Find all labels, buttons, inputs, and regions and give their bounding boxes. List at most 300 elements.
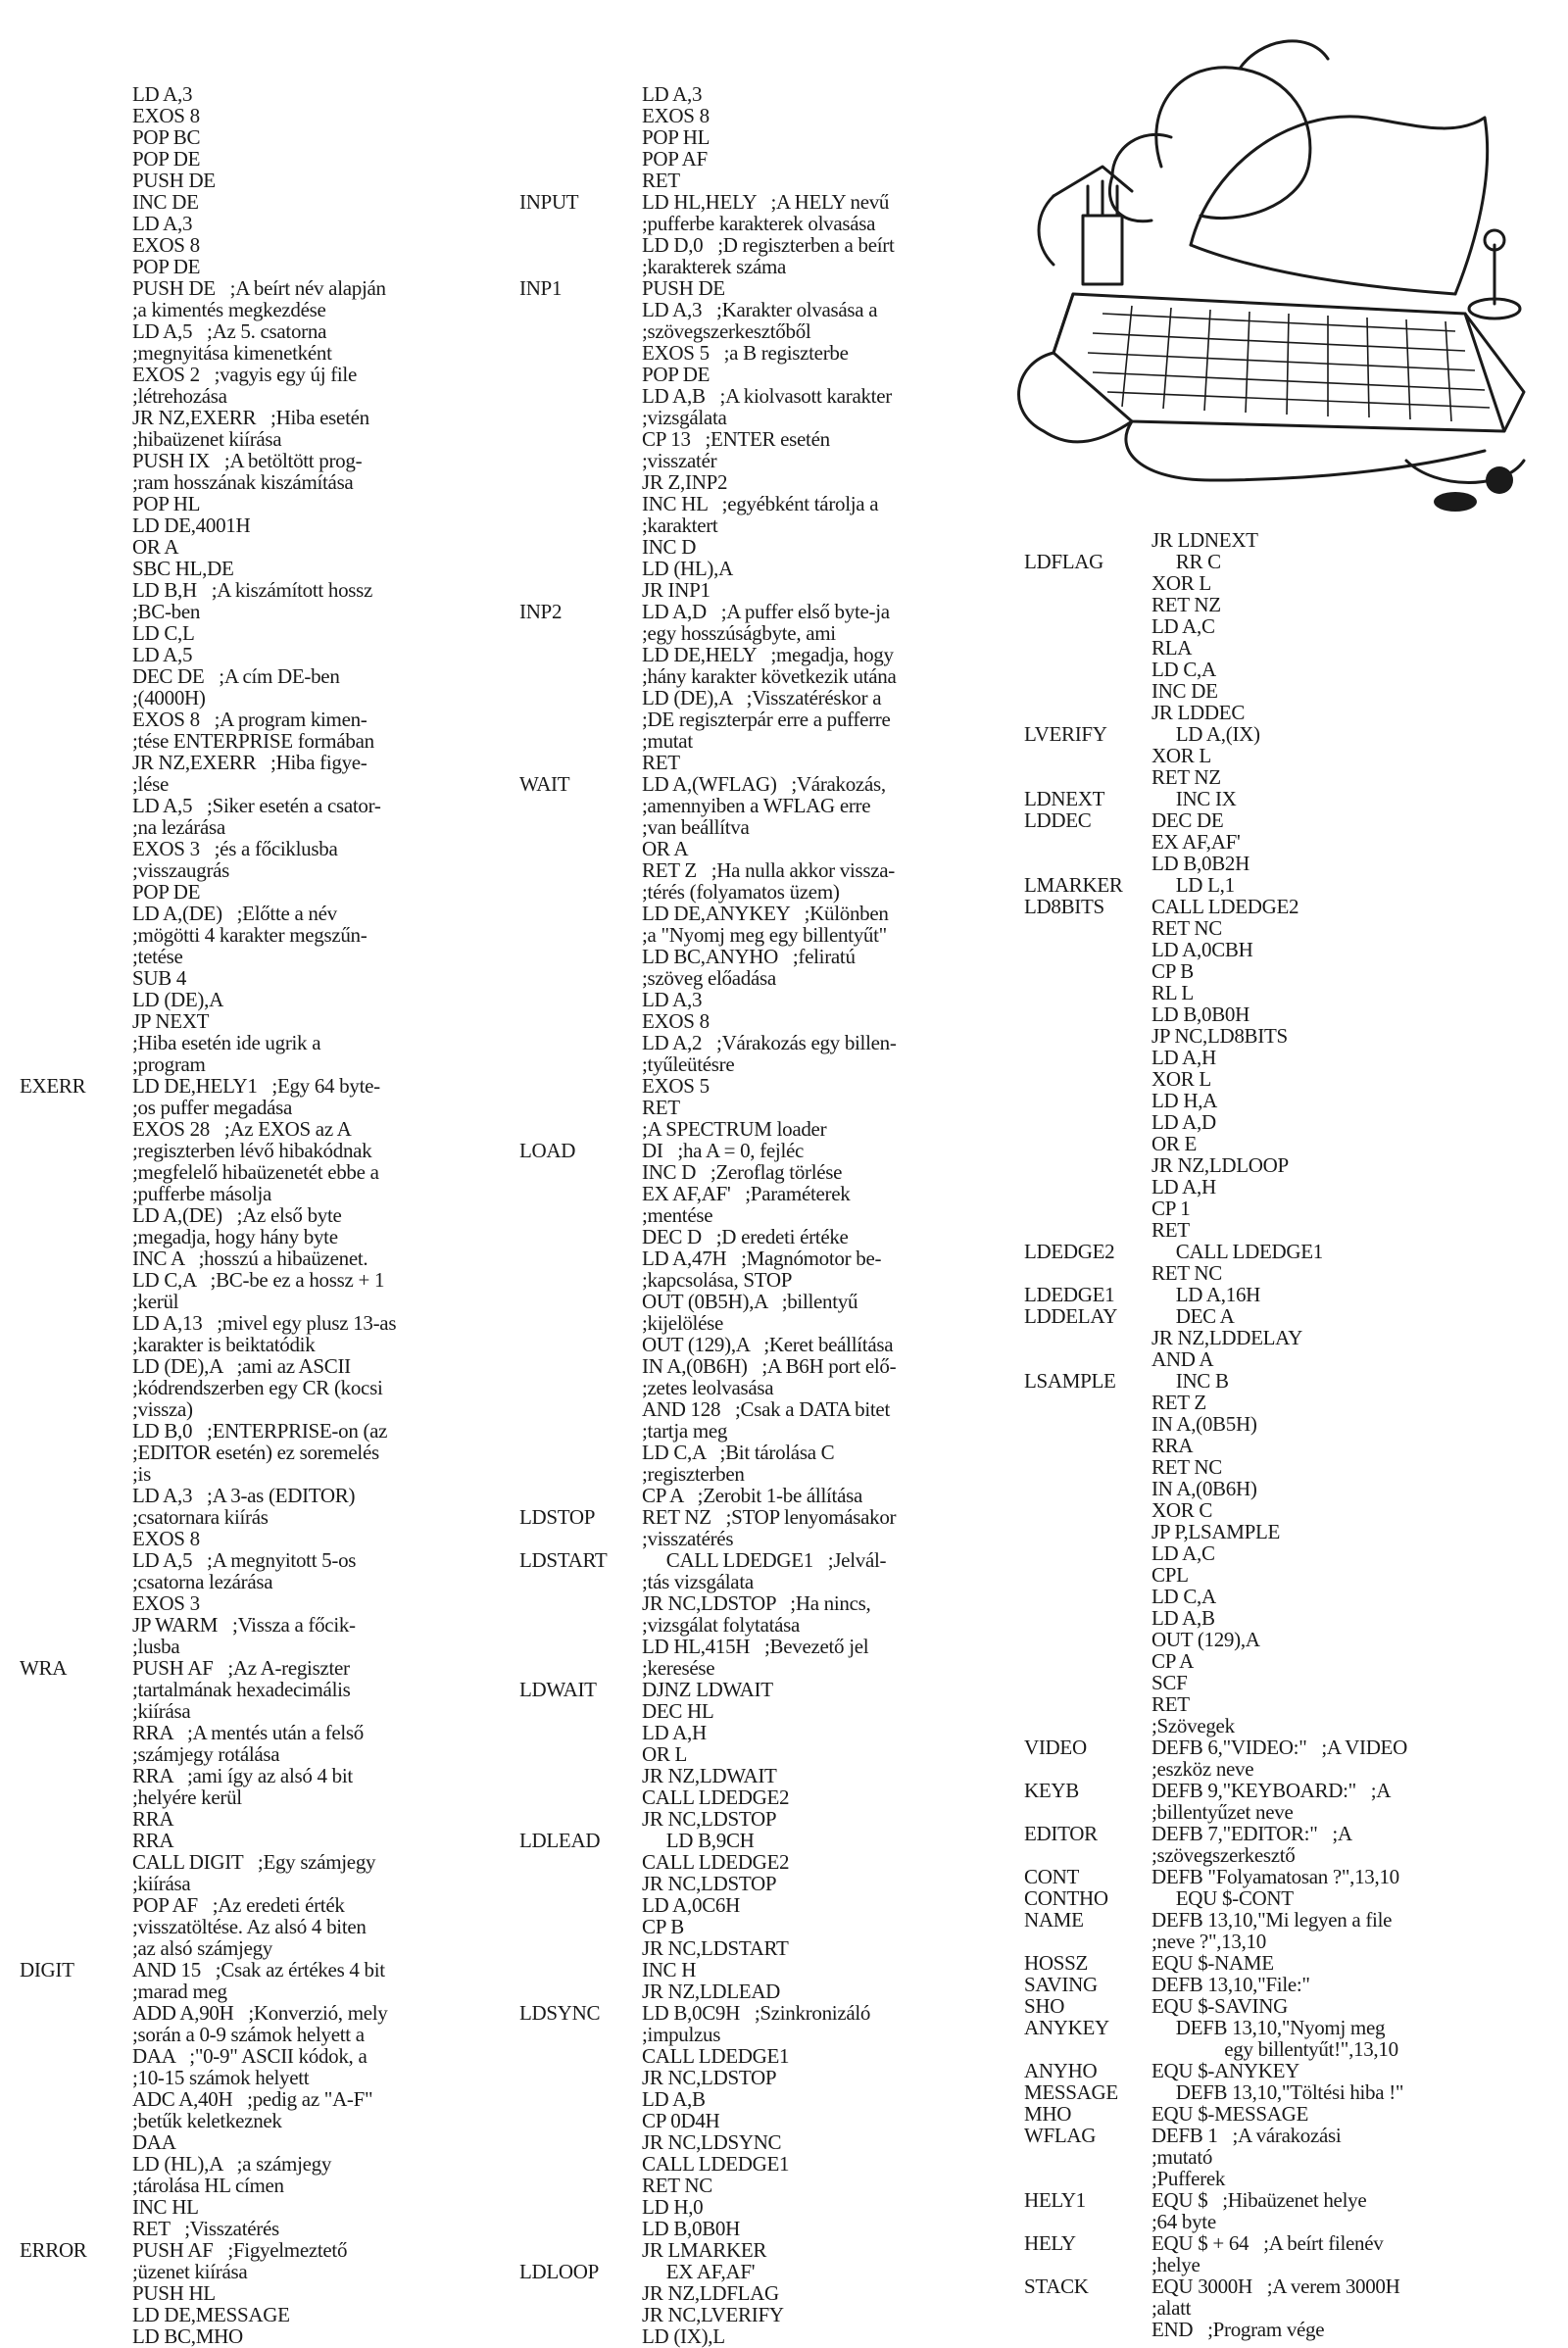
code-text: ;hibaüzenet kiírása (132, 427, 282, 451)
code-line (519, 752, 1000, 773)
code-text: JR NC,LDSTART (642, 1936, 789, 1960)
code-text: ;Pufferek (1152, 2167, 1226, 2190)
code-text: ;regiszterben (642, 1462, 745, 1486)
code-line (519, 2024, 1000, 2045)
code-line (1024, 723, 1558, 745)
code-text: ;számjegy rotálása (132, 1742, 280, 1766)
code-text: INC IX (1152, 787, 1237, 810)
code-text: ;helyére kerül (132, 1785, 242, 1809)
code-text: EQU $ + 64 ;A beírt filenév (1152, 2231, 1384, 2255)
code-label: LDLOOP (519, 2260, 600, 2283)
code-line (1024, 1435, 1558, 1456)
code-line (519, 687, 1000, 709)
code-text: LD A,2 ;Várakozás egy billen- (642, 1031, 897, 1054)
code-line (20, 579, 510, 601)
code-text: RET (642, 1096, 680, 1119)
code-text: DEFB 13,10,"File:" (1152, 1973, 1310, 1996)
code-line (519, 1032, 1000, 1053)
code-line (1024, 2211, 1558, 2232)
code-line (20, 277, 510, 299)
code-line (519, 1894, 1000, 1916)
code-text: EQU $-NAME (1152, 1951, 1274, 1975)
code-label: LDDELAY (1024, 1304, 1118, 1328)
code-text: OUT (129),A (1152, 1628, 1260, 1651)
code-text: ;térés (folyamatos üzem) (642, 880, 840, 904)
code-line (20, 2088, 510, 2110)
code-text: DI ;ha A = 0, fejléc (642, 1139, 805, 1162)
code-line (1024, 1219, 1558, 1241)
code-text: CP 13 ;ENTER esetén (642, 427, 830, 451)
code-line (20, 342, 510, 364)
code-label: EXERR (20, 1074, 86, 1098)
code-text: JR NZ,EXERR ;Hiba figye- (132, 751, 368, 774)
code-line (20, 730, 510, 752)
code-line (519, 946, 1000, 967)
code-line (1024, 2254, 1558, 2275)
code-line (1024, 1952, 1558, 1974)
code-text: LD A,3 (642, 988, 703, 1011)
code-text: ;betűk keletkeznek (132, 2109, 282, 2132)
code-line (519, 1463, 1000, 1485)
code-line (20, 1743, 510, 1765)
code-text: LD A,5 ;Siker esetén a csator- (132, 794, 381, 817)
code-text: POP DE (132, 255, 201, 278)
code-line (1024, 2038, 1558, 2060)
code-text: ;regiszterben lévő hibakódnak (132, 1139, 372, 1162)
code-text: RET Z ;Ha nulla akkor vissza- (642, 858, 895, 882)
code-line (1024, 1305, 1558, 1327)
code-line (20, 2067, 510, 2088)
code-line (1024, 594, 1558, 615)
code-line (20, 1679, 510, 1700)
code-line (20, 407, 510, 428)
code-text: LD A,3 (132, 212, 193, 235)
code-line (20, 493, 510, 514)
code-line (519, 2002, 1000, 2024)
code-line (519, 1053, 1000, 1075)
code-text: LD B,0 ;ENTERPRISE-on (az (132, 1419, 388, 1443)
code-line (519, 1140, 1000, 1161)
code-text: SUB 4 (132, 966, 187, 990)
code-line (1024, 1241, 1558, 1262)
code-text: OUT (0B5H),A ;billentyű (642, 1290, 858, 1313)
code-line (519, 1398, 1000, 1420)
code-text: JR NC,LVERIFY (642, 2303, 784, 2326)
code-line (519, 903, 1000, 924)
code-text: PUSH AF ;Figyelmeztető (132, 2238, 348, 2262)
code-line (1024, 1672, 1558, 1693)
code-line (20, 83, 510, 105)
code-line (519, 2131, 1000, 2153)
code-text: PUSH DE (132, 169, 216, 192)
code-line (519, 2304, 1000, 2325)
code-text: CALL LDEDGE2 (1152, 895, 1299, 918)
code-line (1024, 572, 1558, 594)
code-line (1024, 896, 1558, 917)
code-text: RRA (132, 1829, 174, 1852)
code-text: CALL LDEDGE1 ;Jelvál- (642, 1548, 887, 1572)
code-line (519, 1269, 1000, 1291)
code-text: RET NC (642, 2174, 712, 2197)
code-text: JP NEXT (132, 1009, 210, 1033)
code-label: EDITOR (1024, 1822, 1098, 1845)
code-line (1024, 615, 1558, 637)
code-line (1024, 2275, 1558, 2297)
code-text: LD A,D ;A puffer első byte-ja (642, 600, 890, 623)
code-line (20, 1140, 510, 1161)
code-text: DEC HL (642, 1699, 714, 1723)
code-text: OR A (642, 837, 689, 860)
code-label: INP1 (519, 276, 563, 300)
code-line (1024, 1693, 1558, 1715)
code-line (1024, 1198, 1558, 1219)
code-line (20, 1183, 510, 1204)
code-line (20, 2239, 510, 2261)
code-text: ;vizsgálata (642, 406, 727, 429)
code-text: LD A,3 (642, 82, 703, 106)
code-line (20, 1032, 510, 1053)
code-text: JR NC,LDSYNC (642, 2130, 782, 2154)
code-line (1024, 917, 1558, 939)
code-text: INC DE (1152, 679, 1218, 703)
code-label: SHO (1024, 1994, 1065, 2018)
code-text: EQU 3000H ;A verem 3000H (1152, 2275, 1400, 2298)
code-text: LD DE,MESSAGE (132, 2303, 290, 2326)
code-text: ;zetes leolvasása (642, 1376, 774, 1399)
code-line (519, 450, 1000, 471)
code-line (519, 536, 1000, 558)
code-line (20, 191, 510, 213)
code-text: POP DE (642, 363, 710, 386)
code-text: CALL LDEDGE2 (642, 1785, 790, 1809)
code-line (519, 816, 1000, 838)
code-line (20, 795, 510, 816)
code-text: XOR L (1152, 744, 1211, 767)
code-text: ;EDITOR esetén) ez soremelés (132, 1441, 379, 1464)
code-line (1024, 1111, 1558, 1133)
code-text: CALL LDEDGE1 (642, 2044, 790, 2068)
code-text: LD A,(DE) ;Az első byte (132, 1203, 342, 1227)
code-line (20, 148, 510, 170)
code-line (20, 364, 510, 385)
code-text: ;kerül (132, 1290, 179, 1313)
code-line (20, 1700, 510, 1722)
code-text: JR LMARKER (642, 2238, 767, 2262)
code-line (519, 83, 1000, 105)
code-line (519, 105, 1000, 126)
code-text: ;szövegszerkesztőből (642, 319, 811, 343)
code-text: egy billentyűt!",13,10 (1152, 2037, 1398, 2061)
code-text: EXOS 8 (132, 233, 200, 257)
code-text: ;marad meg (132, 1980, 227, 2003)
code-text: LD (DE),A ;Visszatéréskor a (642, 686, 882, 709)
code-text: INC HL (132, 2195, 199, 2219)
code-text: DEFB 1 ;A várakozási (1152, 2124, 1342, 2147)
code-line (20, 773, 510, 795)
code-line (519, 1355, 1000, 1377)
code-text: LD A,H (642, 1721, 707, 1744)
code-line (519, 514, 1000, 536)
code-text: LD B,0B0H (642, 2217, 740, 2240)
code-line (20, 2131, 510, 2153)
code-line (519, 1657, 1000, 1679)
code-text: ;visszatérés (642, 1527, 734, 1550)
code-line (519, 1765, 1000, 1786)
code-text: JR NZ,LDDELAY (1152, 1326, 1302, 1349)
code-line (1024, 1456, 1558, 1478)
code-text: ;(4000H) (132, 686, 206, 709)
code-text: RLA (1152, 636, 1193, 660)
code-text: DEC D ;D eredeti értéke (642, 1225, 849, 1248)
code-text: ;az alsó számjegy (132, 1936, 273, 1960)
code-line (519, 881, 1000, 903)
code-line (20, 1097, 510, 1118)
code-line (1024, 1801, 1558, 1823)
code-line (20, 1657, 510, 1679)
code-text: ;vizsgálat folytatása (642, 1613, 801, 1637)
code-label: LDSYNC (519, 2001, 601, 2025)
code-text: ;impulzus (642, 2023, 721, 2046)
code-text: LD A,(IX) (1152, 722, 1260, 746)
code-text: EXOS 3 (132, 1591, 200, 1615)
code-text: JP NC,LD8BITS (1152, 1024, 1288, 1048)
code-line (20, 1636, 510, 1657)
code-line (1024, 1737, 1558, 1758)
code-text: ;karakter is beiktatódik (132, 1333, 316, 1356)
code-line (20, 1916, 510, 1937)
code-line (20, 1053, 510, 1075)
code-line (1024, 1370, 1558, 1392)
code-line (20, 1808, 510, 1830)
code-text: XOR L (1152, 1067, 1211, 1091)
code-text: LD (DE),A (132, 988, 223, 1011)
code-line (519, 320, 1000, 342)
code-text: LD D,0 ;D regiszterben a beírt (642, 233, 895, 257)
code-text: ;tárolása HL címen (132, 2174, 284, 2197)
code-line (519, 1291, 1000, 1312)
code-text: ;üzenet kiírása (132, 2260, 248, 2283)
code-label: HOSSZ (1024, 1951, 1089, 1975)
code-line (20, 1786, 510, 1808)
code-label: SAVING (1024, 1973, 1098, 1996)
code-line (20, 989, 510, 1010)
code-text: LD C,A (1152, 1585, 1216, 1608)
code-line (20, 558, 510, 579)
code-line (20, 1592, 510, 1614)
code-line (20, 1937, 510, 1959)
code-line (1024, 2017, 1558, 2038)
code-text: LD A,H (1152, 1175, 1216, 1198)
code-line (20, 1463, 510, 1485)
code-line (20, 1010, 510, 1032)
code-line (519, 795, 1000, 816)
code-label: LDSTART (519, 1548, 608, 1572)
code-text: END ;Program vége (1152, 2318, 1325, 2341)
code-line (20, 1614, 510, 1636)
code-text: LD H,A (1152, 1089, 1218, 1112)
code-text: ;keresése (642, 1656, 715, 1680)
code-text: ;szövegszerkesztő (1152, 1843, 1296, 1867)
code-line (20, 1161, 510, 1183)
code-line (20, 1851, 510, 1873)
code-line (20, 385, 510, 407)
code-text: LD A,5 ;A megnyitott 5-os (132, 1548, 357, 1572)
code-text: RET NC (1152, 1261, 1222, 1285)
code-text: ;billentyűzet neve (1152, 1800, 1294, 1824)
code-text: ;ram hosszának kiszámítása (132, 470, 354, 494)
code-line (1024, 2319, 1558, 2340)
code-line (519, 1485, 1000, 1506)
code-text: RRA (1152, 1434, 1194, 1457)
code-line (519, 1420, 1000, 1442)
code-text: ;mutató (1152, 2145, 1213, 2169)
code-line (519, 170, 1000, 191)
code-text: LD C,A ;BC-be ez a hossz + 1 (132, 1268, 385, 1292)
code-text: LD L,1 (1152, 873, 1235, 897)
code-line (1024, 1154, 1558, 1176)
code-line (1024, 2232, 1558, 2254)
code-line (519, 773, 1000, 795)
code-line (20, 709, 510, 730)
code-line (519, 2067, 1000, 2088)
code-line (20, 2261, 510, 2282)
code-line (519, 1161, 1000, 1183)
code-text: ;tetése (132, 945, 183, 968)
code-line (20, 601, 510, 622)
code-line (20, 1894, 510, 1916)
code-text: ;tartalmának hexadecimális (132, 1678, 351, 1701)
code-line (1024, 853, 1558, 874)
code-label: LSAMPLE (1024, 1369, 1116, 1393)
code-text: LD A,D (1152, 1110, 1216, 1134)
code-text: LD BC,MHO (132, 2324, 243, 2348)
code-text: POP DE (132, 880, 201, 904)
code-line (519, 665, 1000, 687)
code-text: ;kódrendszerben egy CR (kocsi (132, 1376, 383, 1399)
code-line (519, 730, 1000, 752)
code-text: LD A,5 ;Az 5. csatorna (132, 319, 327, 343)
code-line (1024, 1650, 1558, 1672)
code-line (1024, 1090, 1558, 1111)
code-text: RRA (132, 1807, 174, 1831)
code-line (519, 1226, 1000, 1247)
code-text: OUT (129),A ;Keret beállítása (642, 1333, 894, 1356)
code-line (1024, 2125, 1558, 2146)
code-text: PUSH DE ;A beírt név alapján (132, 276, 386, 300)
code-line (519, 1679, 1000, 1700)
code-line (20, 428, 510, 450)
code-line (519, 1528, 1000, 1549)
code-line (20, 1247, 510, 1269)
code-line (20, 299, 510, 320)
code-label: LVERIFY (1024, 722, 1107, 746)
code-line (1024, 1995, 1558, 2017)
code-line (1024, 680, 1558, 702)
code-line (519, 277, 1000, 299)
code-line (519, 364, 1000, 385)
code-label: MESSAGE (1024, 2080, 1118, 2104)
code-text: EXOS 5 (642, 1074, 710, 1098)
code-line (1024, 939, 1558, 960)
code-line (1024, 809, 1558, 831)
code-line (1024, 1284, 1558, 1305)
code-text: IN A,(0B6H) ;A B6H port elő- (642, 1354, 897, 1378)
code-text: ;64 byte (1152, 2210, 1216, 2233)
code-line (20, 687, 510, 709)
code-text: DEC DE ;A cím DE-ben (132, 664, 340, 688)
code-line (20, 1269, 510, 1291)
code-text: POP AF (642, 147, 708, 171)
code-text: PUSH HL (132, 2281, 216, 2305)
code-text: JR NZ,EXERR ;Hiba esetén (132, 406, 369, 429)
code-text: ;os puffer megadása (132, 1096, 293, 1119)
code-text: LD A,0CBH (1152, 938, 1253, 961)
code-line (1024, 2060, 1558, 2081)
code-line (20, 967, 510, 989)
code-text: LD A,C (1152, 614, 1215, 638)
code-line (519, 579, 1000, 601)
code-line (1024, 1047, 1558, 1068)
code-line (519, 1075, 1000, 1097)
code-line (519, 1743, 1000, 1765)
code-label: NAME (1024, 1908, 1084, 1932)
code-text: EX AF,AF' ;Paraméterek (642, 1182, 851, 1205)
code-text: ;kiírása (132, 1699, 191, 1723)
code-line (20, 1355, 510, 1377)
code-line (519, 1808, 1000, 1830)
code-text: LD A,3 (132, 82, 193, 106)
code-text: INC D (642, 535, 697, 559)
code-text: LD DE,ANYKEY ;Különben (642, 902, 889, 925)
code-line (20, 1312, 510, 1334)
code-line (20, 2175, 510, 2196)
code-label: INP2 (519, 600, 563, 623)
code-line (519, 471, 1000, 493)
code-text: CP A (1152, 1649, 1194, 1673)
code-text: OR L (642, 1742, 688, 1766)
code-line (519, 1118, 1000, 1140)
code-text: CP 0D4H (642, 2109, 720, 2132)
code-text: JP WARM ;Vissza a főcik- (132, 1613, 356, 1637)
code-line (519, 1183, 1000, 1204)
code-line (20, 2304, 510, 2325)
code-line (1024, 1715, 1558, 1737)
code-line (519, 2110, 1000, 2131)
code-label: LDSTOP (519, 1505, 596, 1529)
code-line (519, 1830, 1000, 1851)
code-line (519, 709, 1000, 730)
code-line (20, 126, 510, 148)
code-line (20, 1485, 510, 1506)
code-text: ;Hiba esetén ide ugrik a (132, 1031, 321, 1054)
code-label: LDFLAG (1024, 550, 1104, 573)
code-text: ;csatorna lezárása (132, 1570, 273, 1593)
code-text: INC D ;Zeroflag törlése (642, 1160, 843, 1184)
code-text: JR NZ,LDLEAD (642, 1980, 781, 2003)
code-label: LDNEXT (1024, 787, 1105, 810)
code-line (519, 1010, 1000, 1032)
code-text: LD DE,HELY1 ;Egy 64 byte- (132, 1074, 380, 1098)
code-label: KEYB (1024, 1779, 1079, 1802)
code-line (1024, 1348, 1558, 1370)
code-text: ;létrehozása (132, 384, 227, 408)
code-line (1024, 2103, 1558, 2125)
code-line (1024, 1758, 1558, 1780)
code-text: CPL (1152, 1563, 1189, 1587)
code-line (20, 2218, 510, 2239)
code-text: RET NZ (1152, 765, 1221, 789)
code-line (20, 903, 510, 924)
